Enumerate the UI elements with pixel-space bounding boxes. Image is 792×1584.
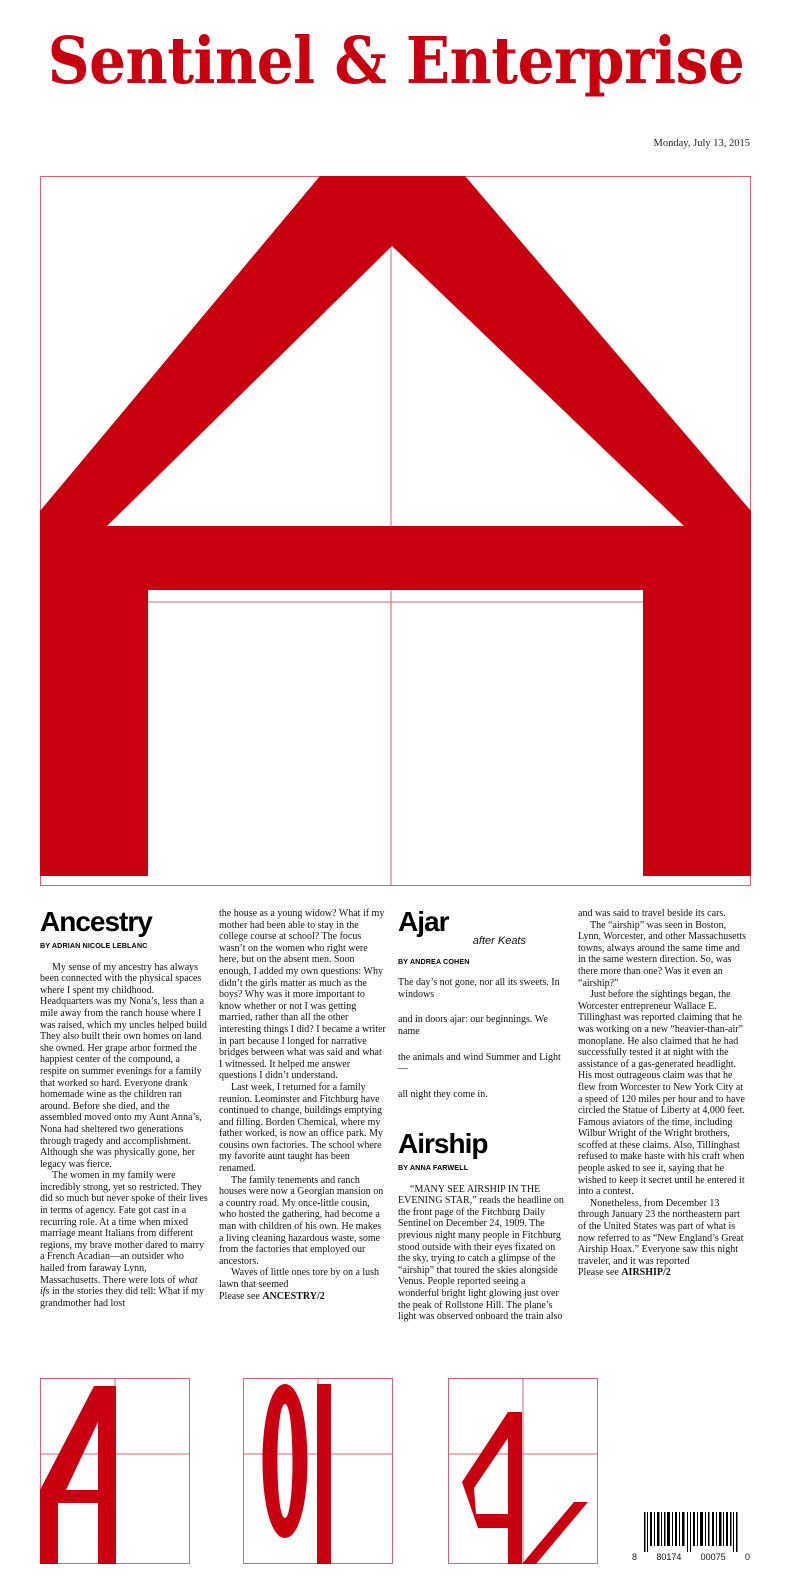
airship-paragraph: “MANY SEE AIRSHIP IN THE EVENING STAR,” reads the headline on the front page of the Fitchburg Daily Sentinel on December 24, 1909. The previous night many people in Fitchburg stood outside with their eyes fixated on the sky, trying to catch a glimpse of the “airship” that toured the skies alongside Venus. People reported seeing a wonderful bright light glowing just over the peak of Rollstone Hill. The plane’s light was observed onboard the train also xyxy=(398,1183,564,1323)
poem-stanza: the animals and wind Summer and Light— xyxy=(398,1051,561,1075)
ancestry-paragraph: Waves of little ones tore by on a lush lawn that seemed xyxy=(219,1267,380,1290)
ancestry-article xyxy=(40,908,208,1309)
ajar-subhead: after Keats xyxy=(472,935,526,947)
dateline: Monday, July 13, 2015 xyxy=(653,138,750,149)
glyph-study-a xyxy=(40,1378,190,1564)
ancestry-jump-link[interactable]: Please see ANCESTRY/2 xyxy=(219,1290,325,1302)
barcode-digit: 0 xyxy=(744,1552,750,1562)
airship-jump-link[interactable]: Please see AIRSHIP/2 xyxy=(578,1267,671,1279)
ancestry-headline: Ancestry xyxy=(40,906,152,937)
barcode xyxy=(632,1512,750,1568)
hero-letter-a-graphic xyxy=(40,176,751,886)
ajar-headline: Ajar xyxy=(398,906,449,937)
airship-paragraph: Just before the sightings began, the Worcester entrepreneur Wallace E. Tillinghast was reported claiming that he was working on a new “heavier-than-air” monoplane. He also claimed that he had successfully tested it at night with the assistance of a gas-generated headlight. His most outrageous claim was that he flew from Worcester to New York City at a speed of 120 miles per hour and to have circled the Statue of Liberty at 4,000 feet. Famous aviators of the time, including Wilbur Wright of the Wright brothers, scoffed at these claims. Also, Tillinghast refused to make haste with his craft when people asked to see it, saying that he wished to keep it secret until he entered it into a contest. xyxy=(578,989,745,1198)
airship-continued xyxy=(578,908,746,1279)
poem-stanza: and in doors ajar: our beginnings. We name xyxy=(398,1014,548,1037)
poem-stanza: The day’s not gone, nor all its sweets. In windows xyxy=(398,977,560,1000)
what-ifs-emphasis: what ifs xyxy=(40,1274,198,1298)
airship-article xyxy=(398,1130,566,1323)
airship-byline: BY ANNA FARWELL xyxy=(398,1163,469,1172)
ajar-byline: BY ANDREA COHEN xyxy=(398,956,470,966)
ancestry-paragraph: The women in my family were incredibly strong, yet so restricted. They did so much but never spoke of their lives in terms of agency. Fate got cast in a recurring role. At a time when mixed marriage meant Italians from different regions, my brave mother dared to marry a French Acadian—an outsider who hailed from faraway Lynn, Massachusetts. There were lots of what ifs in the stories they did tell: What if my grandmother had lost xyxy=(40,1170,208,1309)
ancestry-paragraph: Last week, I returned for a family reunion. Leominster and Fitchburg have continued to change, buildings emptying and filling. Borden Chemical, where my father worked, is now an office park. My cousins own factories. The school where my favorite aunt taught has been renamed. xyxy=(219,1081,383,1175)
poem-stanza: all night they come in. xyxy=(398,1088,488,1100)
ancestry-continued xyxy=(219,908,386,1302)
masthead-title: Sentinel & Enterprise xyxy=(47,22,745,99)
barcode-digit: 8 xyxy=(632,1552,638,1562)
ancestry-paragraph: My sense of my ancestry has always been connected with the physical spaces where I spent my childhood. Headquarters was my Nona’s, less than a mile away from the ranch house where I was raised, which my uncles helped build They also built their own homes on land she owned. Her grape arbor formed the happiest center of the compound, a respite on summer evenings for a family that worked so hard. Everyone drank homemade wine as the children ran around. Before she died, and the assembled moved onto my Aunt Anna’s, Nona had sheltered two generations through tragedy and accomplishment. Although she was physically gone, her legacy was fierce. xyxy=(40,961,207,1170)
airship-paragraph: Nonetheless, from December 13 through January 23 the northeastern part of the United States was part of what is now referred to as “New England’s Great Airship Hoax.” Everyone saw this night traveler, and it was reported xyxy=(578,1197,744,1267)
barcode-digit: 80174 xyxy=(656,1552,682,1562)
glyph-study-slant xyxy=(448,1378,598,1564)
airship-headline: Airship xyxy=(398,1128,488,1159)
airship-paragraph: and was said to travel beside its cars. xyxy=(578,908,726,919)
ancestry-paragraph: the house as a young widow? What if my mother had been able to stay in the college course at school? The focus wasn’t on the women who right were here, but on the absent men. Soon enough, I added my own questions: Why didn’t the girls matter as much as the boys? Why was it more important to know whether or not I was getting married, rather than all the other interesting things I did? I became a writer in part because I longed for narrative bridges between what was said and what I witnessed. It helped me answer questions I didn’t understand. xyxy=(219,908,386,1082)
barcode-digit: 00075 xyxy=(700,1552,726,1562)
ancestry-paragraph: The family tenements and ranch houses were now a Georgian mansion on a country road. My once-little cousin, who hosted the gathering, had become a man with children of his own. He makes a living cleaning hazardous waste, some from the factories that employed our ancestors. xyxy=(219,1174,384,1267)
airship-paragraph: The “airship” was seen in Boston, Lynn, Worcester, and other Massachusetts towns, always around the same time and in the same western direction. So, was there more than one? Was it even an “airship?” xyxy=(578,919,747,989)
ajar-poem xyxy=(398,908,566,1114)
barcode-bars xyxy=(632,1512,750,1552)
ancestry-byline: BY ADRIAN NICOLE LEBLANC xyxy=(40,941,148,950)
glyph-study-o xyxy=(243,1378,393,1564)
